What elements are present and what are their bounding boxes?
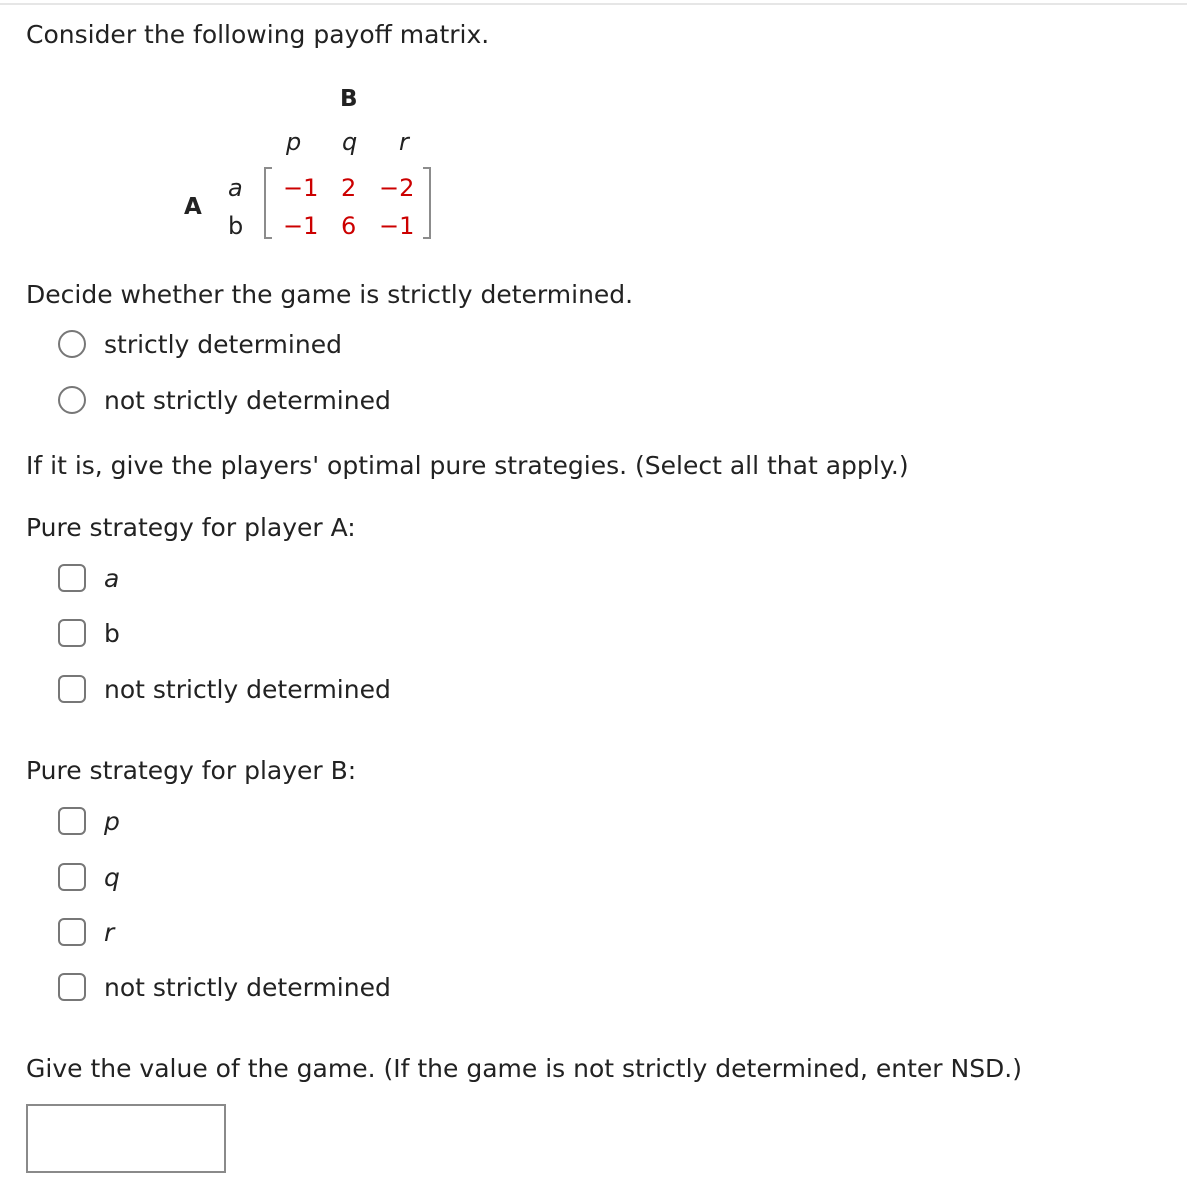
option-label: p xyxy=(104,806,120,836)
column-label-q: q xyxy=(342,128,358,156)
row-label-a: a xyxy=(228,174,243,202)
player-b-option-r[interactable] xyxy=(58,916,114,948)
option-label: not strictly determined xyxy=(104,674,391,704)
player-b-option-q[interactable] xyxy=(58,861,120,893)
player-b-label: Pure strategy for player B: xyxy=(26,756,357,785)
checkbox[interactable] xyxy=(58,675,86,703)
matrix-cell: −1 xyxy=(379,212,415,240)
matrix-cell: −1 xyxy=(283,174,319,202)
row-label-b: b xyxy=(228,212,244,240)
radio-button[interactable] xyxy=(58,330,86,358)
option-label: a xyxy=(104,563,120,593)
option-label: strictly determined xyxy=(104,329,342,359)
pure-strategies-prompt: If it is, give the players' optimal pure strategies. (Select all that apply.) xyxy=(26,451,909,480)
option-label: not strictly determined xyxy=(104,972,391,1002)
game-value-input[interactable] xyxy=(26,1104,226,1173)
checkbox[interactable] xyxy=(58,807,86,835)
matrix-left-bracket xyxy=(264,167,272,239)
matrix-cell: 6 xyxy=(341,212,357,240)
matrix-cell: 2 xyxy=(341,174,357,202)
column-label-r: r xyxy=(399,128,409,156)
checkbox[interactable] xyxy=(58,973,86,1001)
checkbox[interactable] xyxy=(58,863,86,891)
row-player-label: A xyxy=(184,194,202,220)
player-a-option-a[interactable] xyxy=(58,562,119,594)
option-strictly-determined[interactable] xyxy=(58,328,342,360)
radio-button[interactable] xyxy=(58,386,86,414)
column-label-p: p xyxy=(286,128,302,156)
strictly-determined-prompt: Decide whether the game is strictly determined. xyxy=(26,280,634,309)
matrix-cell: −2 xyxy=(379,174,415,202)
matrix-right-bracket xyxy=(423,167,431,239)
option-label: r xyxy=(104,917,115,947)
option-label: not strictly determined xyxy=(104,385,391,415)
player-b-option-p[interactable] xyxy=(58,805,120,837)
intro-text: Consider the following payoff matrix. xyxy=(26,20,490,49)
game-value-prompt: Give the value of the game. (If the game is not strictly determined, enter NSD.) xyxy=(26,1054,1023,1083)
option-label: b xyxy=(104,618,120,648)
player-a-option-nsd[interactable] xyxy=(58,673,391,705)
option-not-strictly-determined[interactable] xyxy=(58,384,391,416)
checkbox[interactable] xyxy=(58,918,86,946)
matrix-cell: −1 xyxy=(283,212,319,240)
payoff-matrix xyxy=(0,0,460,250)
checkbox[interactable] xyxy=(58,619,86,647)
player-a-label: Pure strategy for player A: xyxy=(26,513,356,542)
column-player-label: B xyxy=(340,86,358,112)
player-a-option-b[interactable] xyxy=(58,617,120,649)
player-b-option-nsd[interactable] xyxy=(58,971,391,1003)
option-label: q xyxy=(104,862,120,892)
checkbox[interactable] xyxy=(58,564,86,592)
